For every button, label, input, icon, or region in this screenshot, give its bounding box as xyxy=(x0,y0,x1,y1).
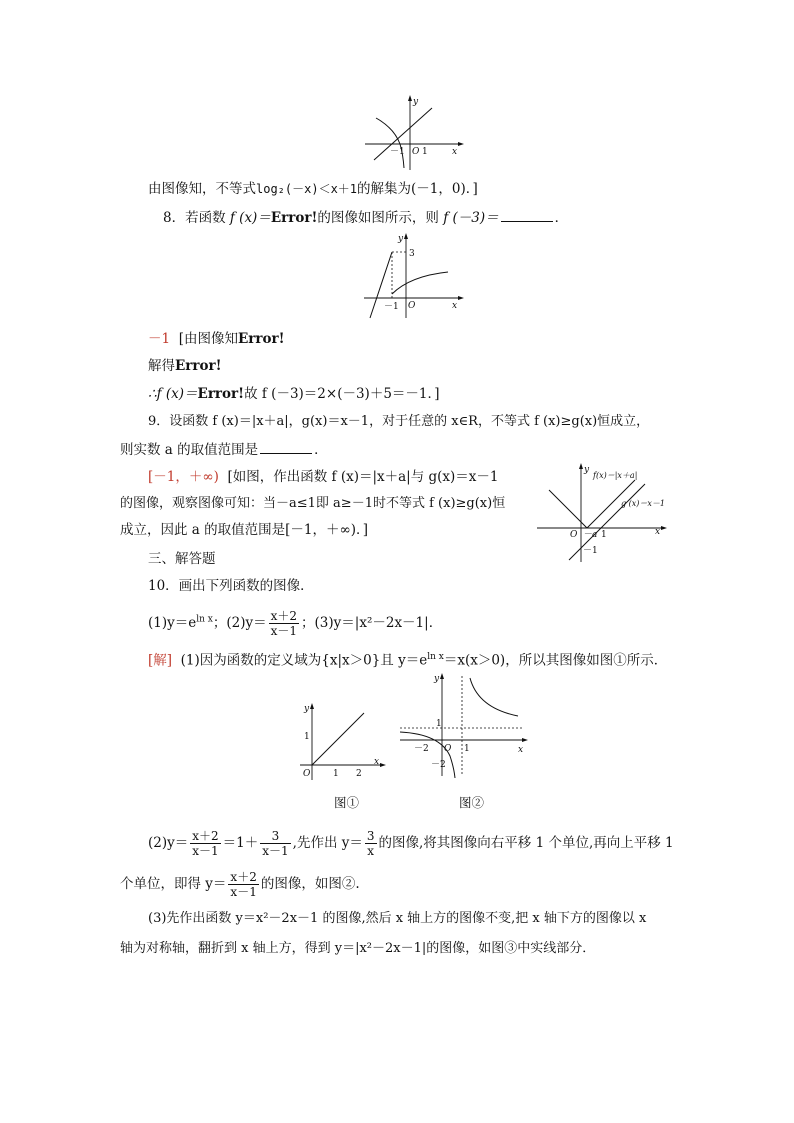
solution-2-line2: 个单位，即得 y＝ $\frac{x+2}{x-1}$ 的图像，如图②. xyxy=(120,870,360,899)
figure-q8 xyxy=(360,232,470,320)
tick-minus-one: －1 xyxy=(384,302,399,312)
solution-2-line1: (2)y＝ $\frac{x+2}{x-1}$ ＝1＋ $\frac{3}{x-1}$ ,先作出 y＝ $\frac{3}{x}$ 的图像,将其图像向右平移 1 个单位,再向上平移 1 xyxy=(148,829,674,858)
answer-blank-9[interactable] xyxy=(260,441,312,454)
answer-9-line2: 的图像，观察图像可知：当－a≤1即 a≥－1时不等式 f (x)≥g(x)恒 xyxy=(120,496,506,511)
line-conclusion: 由图像知，不等式log₂(－x)＜x＋1的解集为(－1，0)．] xyxy=(148,181,478,197)
tick-three: 3 xyxy=(409,249,415,259)
origin-label: O xyxy=(408,301,416,311)
fraction: $\frac{x+2}{x-1}$ xyxy=(230,870,257,899)
answer-9-line1: [－1，＋∞) [如图，作出函数 f (x)＝|x＋a|与 g(x)＝x－1 xyxy=(148,469,499,485)
figure-1 xyxy=(292,702,392,782)
question-10-parts: $(1)y=e^{ln x}$；(2)y＝ $\frac{x+2}{x-1}$ ；(3)y＝|x²－2x－1|． xyxy=(148,609,443,638)
label-f: f(x)＝|x＋a| xyxy=(593,471,638,480)
answer-8-line3: ∴f (x)＝Error!故 f (－3)＝2×(－3)＋5＝－1．] xyxy=(148,386,440,402)
tick-one-y: 1 xyxy=(436,719,442,729)
tick-one-x: 1 xyxy=(464,744,470,754)
axis-y-label: y xyxy=(304,704,310,714)
tick-minus-one: －1 xyxy=(583,546,598,556)
fraction: $\frac{3}{x}$ xyxy=(366,829,375,858)
tick-one: 1 xyxy=(601,530,607,540)
question-9-line2: 则实数 a 的取值范围是 ． xyxy=(120,442,328,458)
origin-label: O xyxy=(444,744,452,754)
label-g: g (x)＝x－1 xyxy=(621,499,666,508)
tick-two-x: 2 xyxy=(356,769,362,779)
axis-x-label: x xyxy=(452,147,458,157)
tick-one-y: 1 xyxy=(304,732,310,742)
figure-log-inequality xyxy=(360,94,470,174)
tick-one-x: 1 xyxy=(333,769,339,779)
fraction: $\frac{x+2}{x-1}$ xyxy=(192,829,219,858)
answer-blank-8[interactable] xyxy=(501,209,553,222)
question-8: 8．若函数 f (x)＝Error!的图像如图所示，则 f (－3)＝ ． xyxy=(163,210,569,226)
axis-y-label: y xyxy=(434,674,440,684)
answer-8-line1: －1 [由图像知Error! xyxy=(148,331,285,347)
tick-minus-two-x: －2 xyxy=(414,744,429,754)
tick-minus-two-y: －2 xyxy=(431,760,446,770)
figure-2-caption: 图② xyxy=(459,795,485,810)
tick-minus-one: －1 xyxy=(390,147,405,157)
fraction: $\frac{3}{x-1}$ xyxy=(262,829,289,858)
question-9-line1: 9．设函数 f (x)＝|x＋a|，g(x)＝x－1，对于任意的 x∈R，不等式 f (x)≥g(x)恒成立， xyxy=(148,414,650,429)
figure-2 xyxy=(398,672,530,780)
tick-minus-a: －a xyxy=(583,530,598,540)
axis-y-label: y xyxy=(584,465,590,475)
axis-x-label: x xyxy=(518,745,524,755)
answer-8-line2: 解得Error! xyxy=(148,358,222,374)
solution-3-line2: 轴为对称轴，翻折到 x 轴上方，得到 y＝|x²－2x－1|的图像，如图③中实线部分． xyxy=(120,941,596,956)
figure-q9 xyxy=(535,462,680,566)
axis-y-label: y xyxy=(413,97,419,107)
solution-1: [解] (1)因为函数的定义域为{x|x＞0}且 $y=e^{ln x}=x(x>0)$，所以其图像如图①所示． xyxy=(148,652,668,669)
section-3-title: 三、解答题 xyxy=(148,551,216,567)
axis-x-label: x xyxy=(655,527,661,537)
origin-label: O xyxy=(412,147,420,157)
tick-one: 1 xyxy=(422,147,428,157)
origin-label: O xyxy=(570,530,578,540)
axis-x-label: x xyxy=(374,757,380,767)
question-10: 10．画出下列函数的图像． xyxy=(148,578,314,594)
axis-x-label: x xyxy=(452,301,458,311)
origin-label: O xyxy=(303,769,311,779)
solution-3-line1: (3)先作出函数 y＝x²－2x－1 的图像,然后 x 轴上方的图像不变,把 x 轴下方的图像以 x xyxy=(148,911,647,926)
figure-1-caption: 图① xyxy=(334,795,360,810)
axis-y-label: y xyxy=(398,234,404,244)
answer-9-line3: 成立，因此 a 的取值范围是[－1，＋∞)．] xyxy=(120,522,369,538)
fraction: $\frac{x+2}{x-1}$ xyxy=(270,609,298,638)
